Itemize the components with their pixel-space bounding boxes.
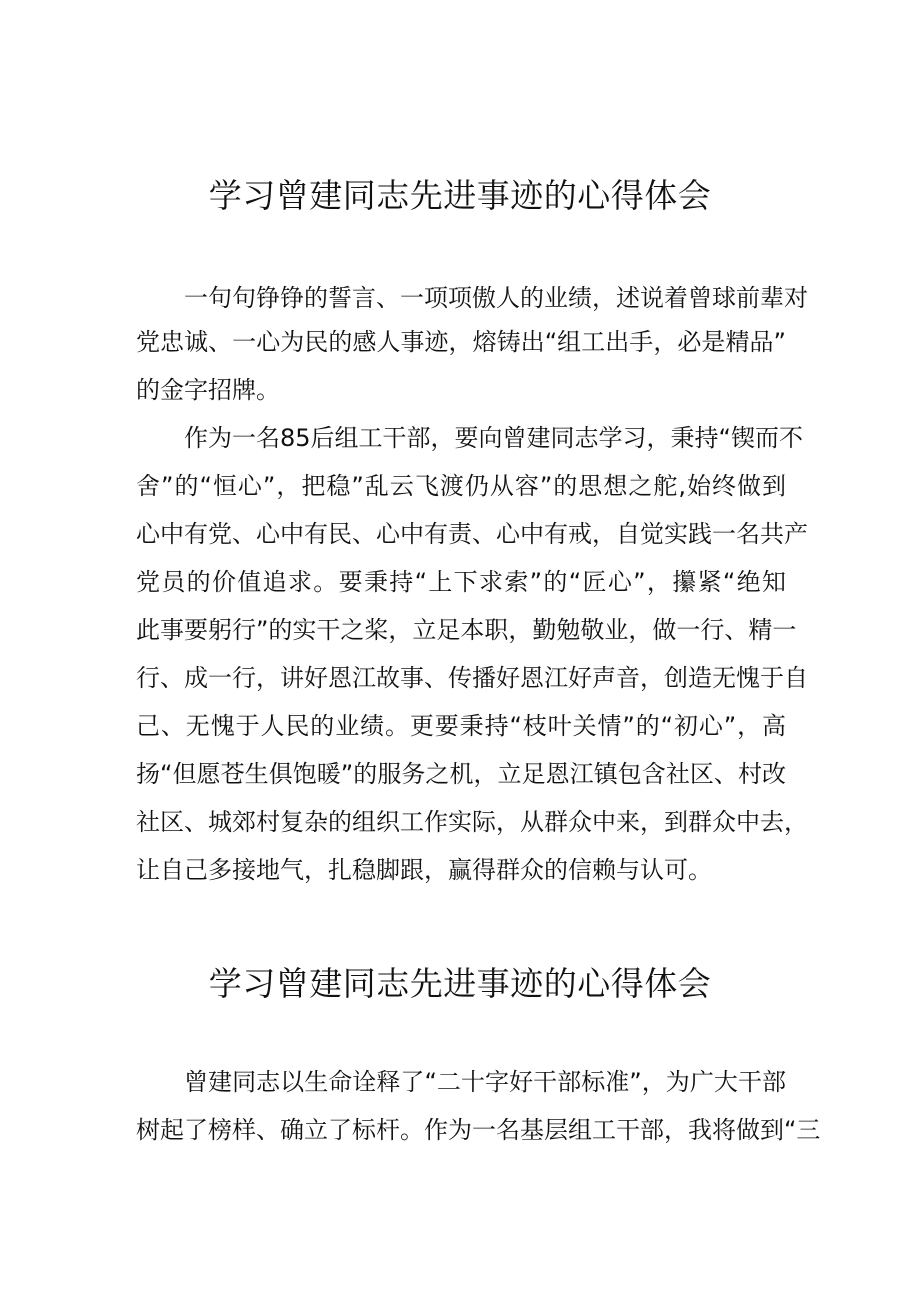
section-1-line-1: 一句句铮铮的誓言、一项项傲人的业绩，述说着曾球前辈对 <box>184 284 808 312</box>
section-1-line-9: 行、成一行，讲好恩江故事、传播好恩江好声音，创造无愧于自 <box>136 664 808 692</box>
section-1-line-11: 扬“但愿苍生俱饱暖”的服务之机，立足恩江镇包含社区、村改 <box>136 760 786 788</box>
section-1-title: 学习曾建同志先进事迹的心得体会 <box>208 176 712 215</box>
section-1-line-6: 心中有党、心中有民、心中有责、心中有戒，自觉实践一名共产 <box>136 520 808 548</box>
section-2-title: 学习曾建同志先进事迹的心得体会 <box>208 964 712 1003</box>
section-1-line-3: 的金字招牌。 <box>136 376 280 404</box>
section-1-line-12: 社区、城郊村复杂的组织工作实际，从群众中来，到群众中去， <box>136 808 808 836</box>
section-1-line-7: 党员的价值追求。要秉持“上下求索”的“匠心”，攥紧“绝知 <box>136 568 786 596</box>
section-1-line-8: 此事要躬行”的实干之桨，立足本职，勤勉敬业，做一行、精一 <box>136 616 797 644</box>
section-1-line-5: 舍”的“恒心”，把稳”乱云飞渡仍从容”的思想之舵,始终做到 <box>136 472 786 500</box>
section-2-line-2: 树起了榜样、确立了标杆。作为一名基层组工干部，我将做到“三 <box>136 1116 821 1144</box>
section-1-line-2: 党忠诚、一心为民的感人事迹，熔铸出“组工出手，必是精品” <box>136 328 786 356</box>
section-1-line-13: 让自己多接地气，扎稳脚跟，赢得群众的信赖与认可。 <box>136 856 712 884</box>
section-1-line-4: 作为一名85后组工干部，要向曾建同志学习，秉持“锲而不 <box>184 424 803 452</box>
section-2-line-1: 曾建同志以生命诠释了“二十字好干部标准”，为广大干部 <box>184 1068 786 1096</box>
section-1-line-10: 己、无愧于人民的业绩。更要秉持“枝叶关情”的“初心”，高 <box>136 712 786 740</box>
